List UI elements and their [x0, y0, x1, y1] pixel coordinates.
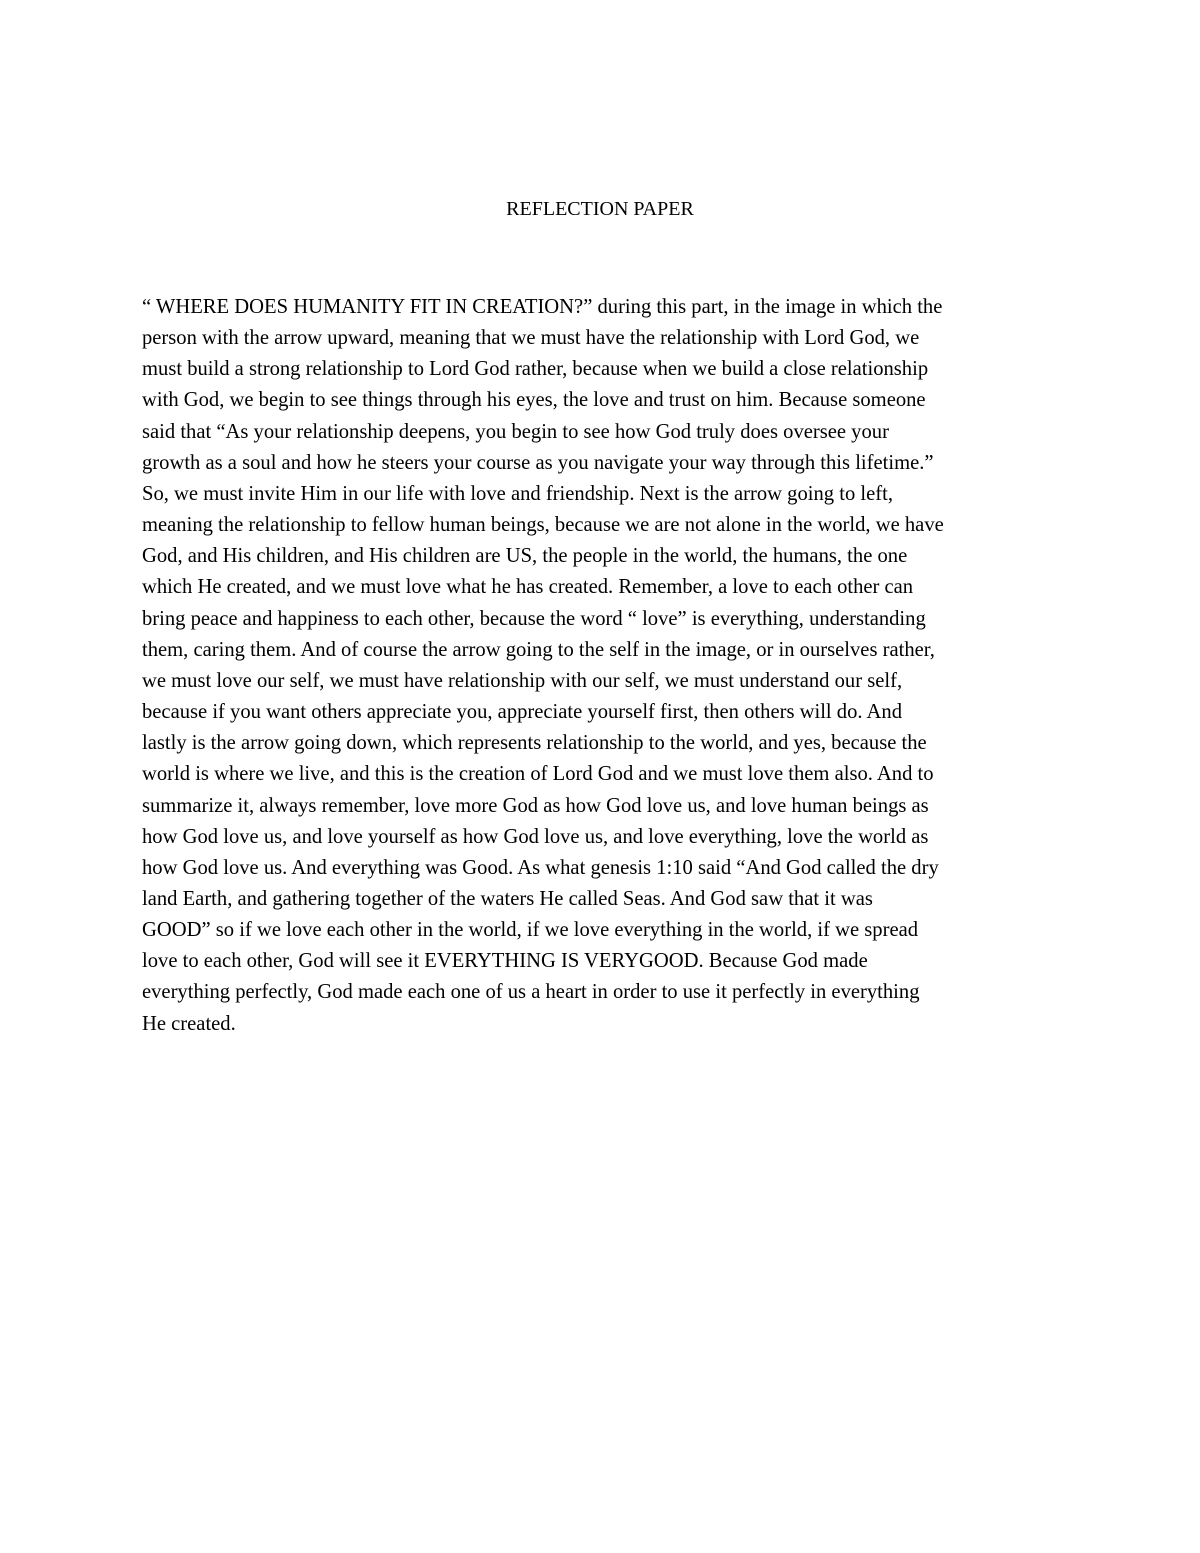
body-line: love to each other, God will see it EVERYTHING IS VERYGOOD. Because God made	[142, 950, 868, 973]
body-line: with God, we begin to see things through his eyes, the love and trust on him. Because someone	[142, 389, 926, 412]
body-line: He created.	[142, 1012, 236, 1035]
body-line: which He created, and we must love what he has created. Remember, a love to each other can	[142, 576, 914, 599]
body-line: So, we must invite Him in our life with love and friendship. Next is the arrow going to left,	[142, 482, 893, 505]
body-line: meaning the relationship to fellow human beings, because we are not alone in the world, we have	[142, 514, 944, 537]
document-title: REFLECTION PAPER	[506, 198, 694, 220]
body-line: because if you want others appreciate you, appreciate yourself first, then others will do. And	[142, 701, 903, 724]
body-line: we must love our self, we must have relationship with our self, we must understand our self,	[142, 669, 903, 692]
body-line: how God love us. And everything was Good. As what genesis 1:10 said “And God called the dry	[142, 856, 939, 879]
body-line: growth as a soul and how he steers your course as you navigate your way through this lifetime.”	[142, 451, 934, 474]
body-line: GOOD” so if we love each other in the world, if we love everything in the world, if we spread	[142, 919, 919, 942]
body-line: everything perfectly, God made each one of us a heart in order to use it perfectly in everything	[142, 981, 920, 1004]
body-line: how God love us, and love yourself as how God love us, and love everything, love the world as	[142, 825, 929, 848]
body-line: person with the arrow upward, meaning that we must have the relationship with Lord God, we	[142, 327, 920, 350]
body-line: said that “As your relationship deepens, you begin to see how God truly does oversee your	[142, 420, 889, 443]
document-body	[142, 292, 1062, 1040]
body-line: must build a strong relationship to Lord God rather, because when we build a close relationship	[142, 358, 929, 381]
body-line: summarize it, always remember, love more God as how God love us, and love human beings as	[142, 794, 929, 817]
body-line: bring peace and happiness to each other, because the word “ love” is everything, understanding	[142, 607, 926, 630]
body-line: world is where we live, and this is the creation of Lord God and we must love them also. And to	[142, 763, 934, 786]
body-line: land Earth, and gathering together of the waters He called Seas. And God saw that it was	[142, 887, 873, 910]
body-line: them, caring them. And of course the arrow going to the self in the image, or in ourselves rather,	[142, 638, 935, 661]
body-line: God, and His children, and His children are US, the people in the world, the humans, the one	[142, 545, 908, 568]
body-line: lastly is the arrow going down, which represents relationship to the world, and yes, because the	[142, 732, 927, 755]
body-line: “ WHERE DOES HUMANITY FIT IN CREATION?” during this part, in the image in which the	[142, 296, 943, 318]
